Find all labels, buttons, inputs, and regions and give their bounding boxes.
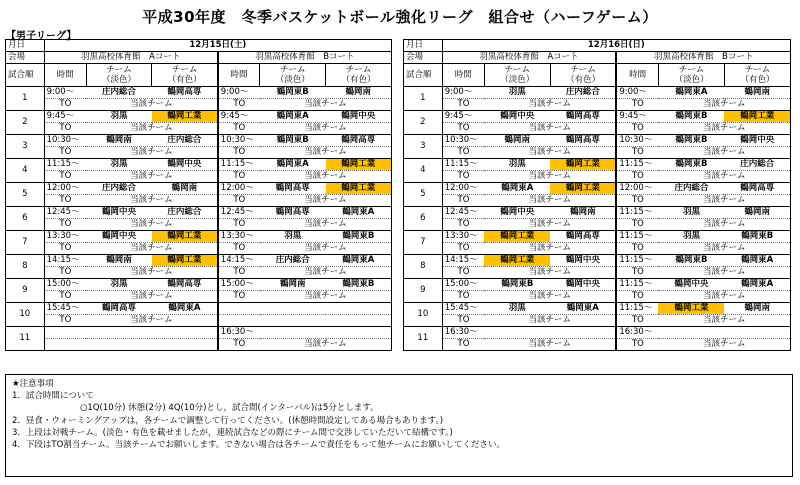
team-dark: 鶴岡工業 (152, 231, 218, 243)
to-label: TO (44, 291, 86, 303)
round-number: 7 (404, 231, 443, 255)
to-label: TO (442, 171, 484, 183)
game-time: 15:45～ (442, 303, 484, 315)
team-light: 羽黒 (260, 231, 326, 243)
team-dark: 庄内総合 (152, 135, 218, 147)
game-time (44, 327, 86, 339)
team-light: 鶴岡南 (260, 279, 326, 291)
team-dark: 鶴岡工業 (550, 159, 616, 171)
round-number: 2 (404, 111, 443, 135)
to-label: TO (218, 171, 260, 183)
to-team: 当該チーム (86, 195, 218, 207)
team-light: 羽黒 (86, 159, 152, 171)
team-light: 羽黒 (658, 231, 724, 243)
notes-heading: ★注意事項 (12, 379, 54, 389)
to-team: 当該チーム (260, 171, 392, 183)
game-time: 16:30～ (442, 327, 484, 339)
game-time: 13:30～ (442, 231, 484, 243)
to-label: TO (44, 99, 86, 111)
team-light (260, 327, 326, 339)
game-time (218, 303, 260, 315)
team-dark-header: チーム （有色） (550, 64, 616, 87)
team-light: 鶴岡東B (658, 135, 724, 147)
team-dark: 鶴岡工業 (152, 255, 218, 267)
to-label: TO (616, 339, 658, 351)
game-time: 14:15～ (44, 255, 86, 267)
to-team: 当該チーム (658, 339, 790, 351)
to-label: TO (616, 171, 658, 183)
team-dark-header: チーム （有色） (724, 64, 790, 87)
to-team: 当該チーム (484, 339, 616, 351)
to-team: 当該チーム (484, 147, 616, 159)
game-time: 11:15～ (616, 279, 658, 291)
team-light: 鶴岡工業 (484, 255, 550, 267)
team-dark: 鶴岡工業 (550, 183, 616, 195)
game-time: 15:00～ (44, 279, 86, 291)
note-line: 3．上段は対戦チーム。(淡色・有色を載せましたが，連続試合などの際にチーム間で交渉していただいて結構です。) (12, 427, 453, 438)
to-label: TO (616, 219, 658, 231)
to-label: TO (616, 123, 658, 135)
team-dark: 鶴岡南 (550, 207, 616, 219)
to-team: 当該チーム (260, 291, 392, 303)
to-label: TO (442, 99, 484, 111)
team-light: 庄内総合 (86, 183, 152, 195)
game-time: 12:00～ (44, 183, 86, 195)
to-team: 当該チーム (658, 243, 790, 255)
to-team: 当該チーム (658, 315, 790, 327)
round-number: 1 (404, 87, 443, 111)
game-time: 16:30～ (616, 327, 658, 339)
game-time: 14:15～ (442, 255, 484, 267)
to-label: TO (44, 315, 86, 327)
team-dark: 鶴岡工業 (152, 111, 218, 123)
team-light (484, 327, 550, 339)
game-time: 15:00～ (218, 279, 260, 291)
team-dark: 鶴岡南 (152, 183, 218, 195)
game-time: 12:45～ (442, 207, 484, 219)
team-light: 羽黒 (86, 111, 152, 123)
to-team: 当該チーム (260, 123, 392, 135)
team-light: 鶴岡中央 (86, 231, 152, 243)
game-time: 11:15～ (616, 159, 658, 171)
to-team: 当該チーム (658, 171, 790, 183)
team-dark: 鶴岡東B (326, 279, 392, 291)
team-light: 鶴岡中央 (658, 279, 724, 291)
team-dark: 鶴岡工業 (326, 183, 392, 195)
team-dark: 鶴岡南 (326, 87, 392, 99)
team-dark: 鶴岡東A (550, 303, 616, 315)
venue-label: 会場 (404, 52, 443, 64)
round-number: 10 (404, 303, 443, 327)
team-light: 羽黒 (86, 279, 152, 291)
team-light (658, 327, 724, 339)
to-label: TO (218, 243, 260, 255)
game-time: 15:45～ (44, 303, 86, 315)
team-dark: 鶴岡東A (152, 303, 218, 315)
time-header: 時間 (616, 64, 658, 87)
round-number: 5 (404, 183, 443, 207)
to-team: 当該チーム (86, 147, 218, 159)
to-label: TO (442, 291, 484, 303)
round-number: 6 (6, 207, 45, 231)
to-team: 当該チーム (260, 147, 392, 159)
team-light: 鶴岡東A (260, 159, 326, 171)
game-time: 10:30～ (218, 135, 260, 147)
team-light: 庄内総合 (86, 87, 152, 99)
to-label: TO (218, 147, 260, 159)
to-team: 当該チーム (484, 99, 616, 111)
team-dark: 鶴岡南 (724, 207, 790, 219)
to-label: TO (442, 123, 484, 135)
game-time: 9:45～ (616, 111, 658, 123)
round-number: 3 (6, 135, 45, 159)
team-dark: 鶴岡中央 (326, 111, 392, 123)
time-header: 時間 (218, 64, 260, 87)
to-label: TO (442, 267, 484, 279)
team-dark (550, 327, 616, 339)
round-number: 10 (6, 303, 45, 327)
note-line: 2．昼食・ウォーミングアップは，各チームで調整して行ってください。(休憩時間設定してある場合もあります。) (12, 415, 444, 426)
game-time: 10:30～ (44, 135, 86, 147)
round-label: 試合順 (404, 64, 443, 87)
to-team: 当該チーム (658, 291, 790, 303)
team-light (86, 327, 152, 339)
team-light: 羽黒 (484, 303, 550, 315)
team-light: 鶴岡東A (484, 183, 550, 195)
to-team (260, 315, 392, 327)
game-time: 14:15～ (218, 255, 260, 267)
game-time: 15:00～ (442, 279, 484, 291)
team-dark: 鶴岡工業 (326, 159, 392, 171)
round-number: 4 (404, 159, 443, 183)
to-label: TO (616, 99, 658, 111)
team-dark: 庄内総合 (152, 207, 218, 219)
date-header: 12月15日(土) (44, 40, 391, 52)
page-title: 平成30年度 冬季バスケットボール強化リーグ 組合せ（ハーフゲーム） (142, 8, 658, 26)
team-dark: 鶴岡東A (326, 207, 392, 219)
game-time: 10:30～ (616, 135, 658, 147)
to-team: 当該チーム (260, 243, 392, 255)
team-dark: 庄内総合 (550, 87, 616, 99)
to-label: TO (616, 195, 658, 207)
game-time: 12:00～ (218, 183, 260, 195)
game-time: 11:15～ (616, 255, 658, 267)
round-number: 9 (404, 279, 443, 303)
team-light: 鶴岡工業 (658, 303, 724, 315)
team-dark: 鶴岡高専 (550, 135, 616, 147)
team-light: 庄内総合 (260, 255, 326, 267)
game-time: 11:15～ (442, 159, 484, 171)
game-time: 12:45～ (44, 207, 86, 219)
note-line: 4．下段はTO割当チーム。当該チームでお願いします。できない場合は各チームで責任をもって他チームにお願いしてください。 (12, 440, 505, 451)
team-light: 鶴岡南 (86, 255, 152, 267)
team-dark: 鶴岡東B (724, 231, 790, 243)
to-team: 当該チーム (484, 243, 616, 255)
team-light: 鶴岡東B (658, 255, 724, 267)
time-header: 時間 (442, 64, 484, 87)
round-number: 9 (6, 279, 45, 303)
to-team: 当該チーム (658, 219, 790, 231)
to-team: 当該チーム (260, 267, 392, 279)
team-light: 羽黒 (484, 87, 550, 99)
team-light: 鶴岡東B (260, 135, 326, 147)
team-light: 羽黒 (658, 207, 724, 219)
round-number: 4 (6, 159, 45, 183)
to-label: TO (44, 123, 86, 135)
to-team: 当該チーム (658, 99, 790, 111)
team-dark: 鶴岡高専 (724, 183, 790, 195)
round-number: 11 (6, 327, 45, 351)
team-dark: 鶴岡南 (724, 303, 790, 315)
to-label: TO (44, 171, 86, 183)
to-label: TO (442, 219, 484, 231)
to-team: 当該チーム (260, 219, 392, 231)
to-team: 当該チーム (86, 123, 218, 135)
team-light: 庄内総合 (658, 183, 724, 195)
game-time: 9:00～ (616, 87, 658, 99)
note-line: ○1Q(10分) 休憩(2分) 4Q(10分)とし，試合間(インターバル)は5分とします。 (80, 403, 379, 414)
team-light: 鶴岡東B (658, 159, 724, 171)
schedule-table-day1 (5, 39, 392, 351)
team-light: 鶴岡工業 (484, 231, 550, 243)
to-team: 当該チーム (484, 315, 616, 327)
note-line: 1．試合時間について (12, 391, 94, 402)
round-number: 11 (404, 327, 443, 351)
game-time: 11:15～ (616, 207, 658, 219)
game-time: 13:30～ (44, 231, 86, 243)
to-team: 当該チーム (658, 123, 790, 135)
to-label: TO (218, 195, 260, 207)
to-label: TO (442, 195, 484, 207)
game-time: 11:15～ (616, 303, 658, 315)
game-time: 11:15～ (616, 231, 658, 243)
team-dark: 鶴岡東A (724, 255, 790, 267)
game-time: 12:00～ (442, 183, 484, 195)
team-light: 鶴岡南 (484, 135, 550, 147)
to-label: TO (44, 147, 86, 159)
team-light-header: チーム （淡色） (86, 64, 152, 87)
to-label (218, 315, 260, 327)
to-label: TO (218, 291, 260, 303)
to-team (86, 339, 218, 351)
team-dark: 鶴岡東A (724, 279, 790, 291)
team-dark: 鶴岡工業 (724, 111, 790, 123)
team-light-header: チーム （淡色） (260, 64, 326, 87)
team-dark (152, 327, 218, 339)
game-time: 9:45～ (44, 111, 86, 123)
to-label: TO (616, 267, 658, 279)
round-number: 1 (6, 87, 45, 111)
to-team: 当該チーム (484, 171, 616, 183)
to-label: TO (218, 267, 260, 279)
to-label (44, 339, 86, 351)
to-label: TO (442, 315, 484, 327)
court-name: 羽黒高校体育館 Aコート (44, 52, 218, 64)
to-label: TO (44, 195, 86, 207)
to-team: 当該チーム (86, 315, 218, 327)
to-team: 当該チーム (484, 291, 616, 303)
team-light-header: チーム （淡色） (484, 64, 550, 87)
team-light: 鶴岡東B (484, 279, 550, 291)
round-label: 試合順 (6, 64, 45, 87)
month-day-label: 月日 (6, 40, 45, 52)
venue-label: 会場 (6, 52, 45, 64)
team-dark: 庄内総合 (724, 159, 790, 171)
team-dark (724, 327, 790, 339)
court-name: 羽黒高校体育館 Bコート (616, 52, 790, 64)
team-dark: 鶴岡南 (724, 87, 790, 99)
team-dark: 鶴岡中央 (550, 255, 616, 267)
to-label: TO (442, 243, 484, 255)
to-team: 当該チーム (658, 147, 790, 159)
to-team: 当該チーム (484, 219, 616, 231)
to-label: TO (442, 339, 484, 351)
to-team: 当該チーム (260, 195, 392, 207)
team-dark: 鶴岡東B (326, 231, 392, 243)
to-label: TO (44, 243, 86, 255)
game-time: 9:00～ (44, 87, 86, 99)
team-light: 鶴岡東A (260, 111, 326, 123)
to-label: TO (44, 267, 86, 279)
team-dark (326, 303, 392, 315)
to-label: TO (218, 123, 260, 135)
time-header: 時間 (44, 64, 86, 87)
team-dark-header: チーム （有色） (152, 64, 218, 87)
to-team: 当該チーム (260, 339, 392, 351)
to-team: 当該チーム (658, 195, 790, 207)
round-number: 3 (404, 135, 443, 159)
team-dark: 鶴岡中央 (724, 135, 790, 147)
team-light: 鶴岡高専 (260, 183, 326, 195)
game-time: 9:45～ (442, 111, 484, 123)
to-team: 当該チーム (86, 267, 218, 279)
team-dark: 鶴岡高専 (152, 279, 218, 291)
team-light: 羽黒 (484, 159, 550, 171)
to-label: TO (442, 147, 484, 159)
to-label: TO (616, 243, 658, 255)
to-team: 当該チーム (86, 99, 218, 111)
team-dark: 鶴岡高専 (550, 111, 616, 123)
to-label: TO (616, 291, 658, 303)
team-light: 鶴岡中央 (484, 207, 550, 219)
game-time: 9:45～ (218, 111, 260, 123)
court-name: 羽黒高校体育館 Bコート (218, 52, 392, 64)
round-number: 5 (6, 183, 45, 207)
round-number: 6 (404, 207, 443, 231)
to-team: 当該チーム (86, 171, 218, 183)
game-time: 10:30～ (442, 135, 484, 147)
game-time: 11:15～ (218, 159, 260, 171)
game-time: 9:00～ (218, 87, 260, 99)
date-header: 12月16日(日) (442, 40, 790, 52)
round-number: 2 (6, 111, 45, 135)
round-number: 7 (6, 231, 45, 255)
team-light: 鶴岡中央 (484, 111, 550, 123)
game-time: 9:00～ (442, 87, 484, 99)
game-time: 16:30～ (218, 327, 260, 339)
to-label: TO (218, 99, 260, 111)
court-name: 羽黒高校体育館 Aコート (442, 52, 616, 64)
to-team: 当該チーム (86, 291, 218, 303)
team-light (260, 303, 326, 315)
team-dark-header: チーム （有色） (326, 64, 392, 87)
to-label: TO (616, 147, 658, 159)
to-team: 当該チーム (86, 243, 218, 255)
league-label: 【男子リーグ】 (6, 31, 77, 42)
team-light-header: チーム （淡色） (658, 64, 724, 87)
team-dark: 鶴岡中央 (152, 159, 218, 171)
to-label: TO (616, 315, 658, 327)
team-dark: 鶴岡高専 (326, 135, 392, 147)
month-day-label: 月日 (404, 40, 443, 52)
to-team: 当該チーム (484, 195, 616, 207)
team-light: 鶴岡中央 (86, 207, 152, 219)
team-light: 鶴岡高専 (260, 207, 326, 219)
to-team: 当該チーム (658, 267, 790, 279)
game-time: 12:00～ (616, 183, 658, 195)
team-dark (326, 327, 392, 339)
game-time: 13:30～ (218, 231, 260, 243)
to-team: 当該チーム (484, 123, 616, 135)
to-team: 当該チーム (484, 267, 616, 279)
team-dark: 鶴岡高専 (550, 231, 616, 243)
to-label: TO (218, 339, 260, 351)
game-time: 12:45～ (218, 207, 260, 219)
to-team: 当該チーム (260, 99, 392, 111)
to-label: TO (218, 219, 260, 231)
notes-box (5, 374, 793, 477)
team-light: 鶴岡東B (260, 87, 326, 99)
round-number: 8 (404, 255, 443, 279)
to-label: TO (44, 219, 86, 231)
round-number: 8 (6, 255, 45, 279)
schedule-table-day2 (403, 39, 791, 351)
team-light: 鶴岡東B (658, 111, 724, 123)
game-time: 11:15～ (44, 159, 86, 171)
team-light: 鶴岡南 (86, 135, 152, 147)
team-light: 鶴岡高専 (86, 303, 152, 315)
team-dark: 鶴岡中央 (550, 279, 616, 291)
team-light: 鶴岡東A (658, 87, 724, 99)
team-dark: 鶴岡東A (326, 255, 392, 267)
team-dark: 鶴岡高専 (152, 87, 218, 99)
to-team: 当該チーム (86, 219, 218, 231)
